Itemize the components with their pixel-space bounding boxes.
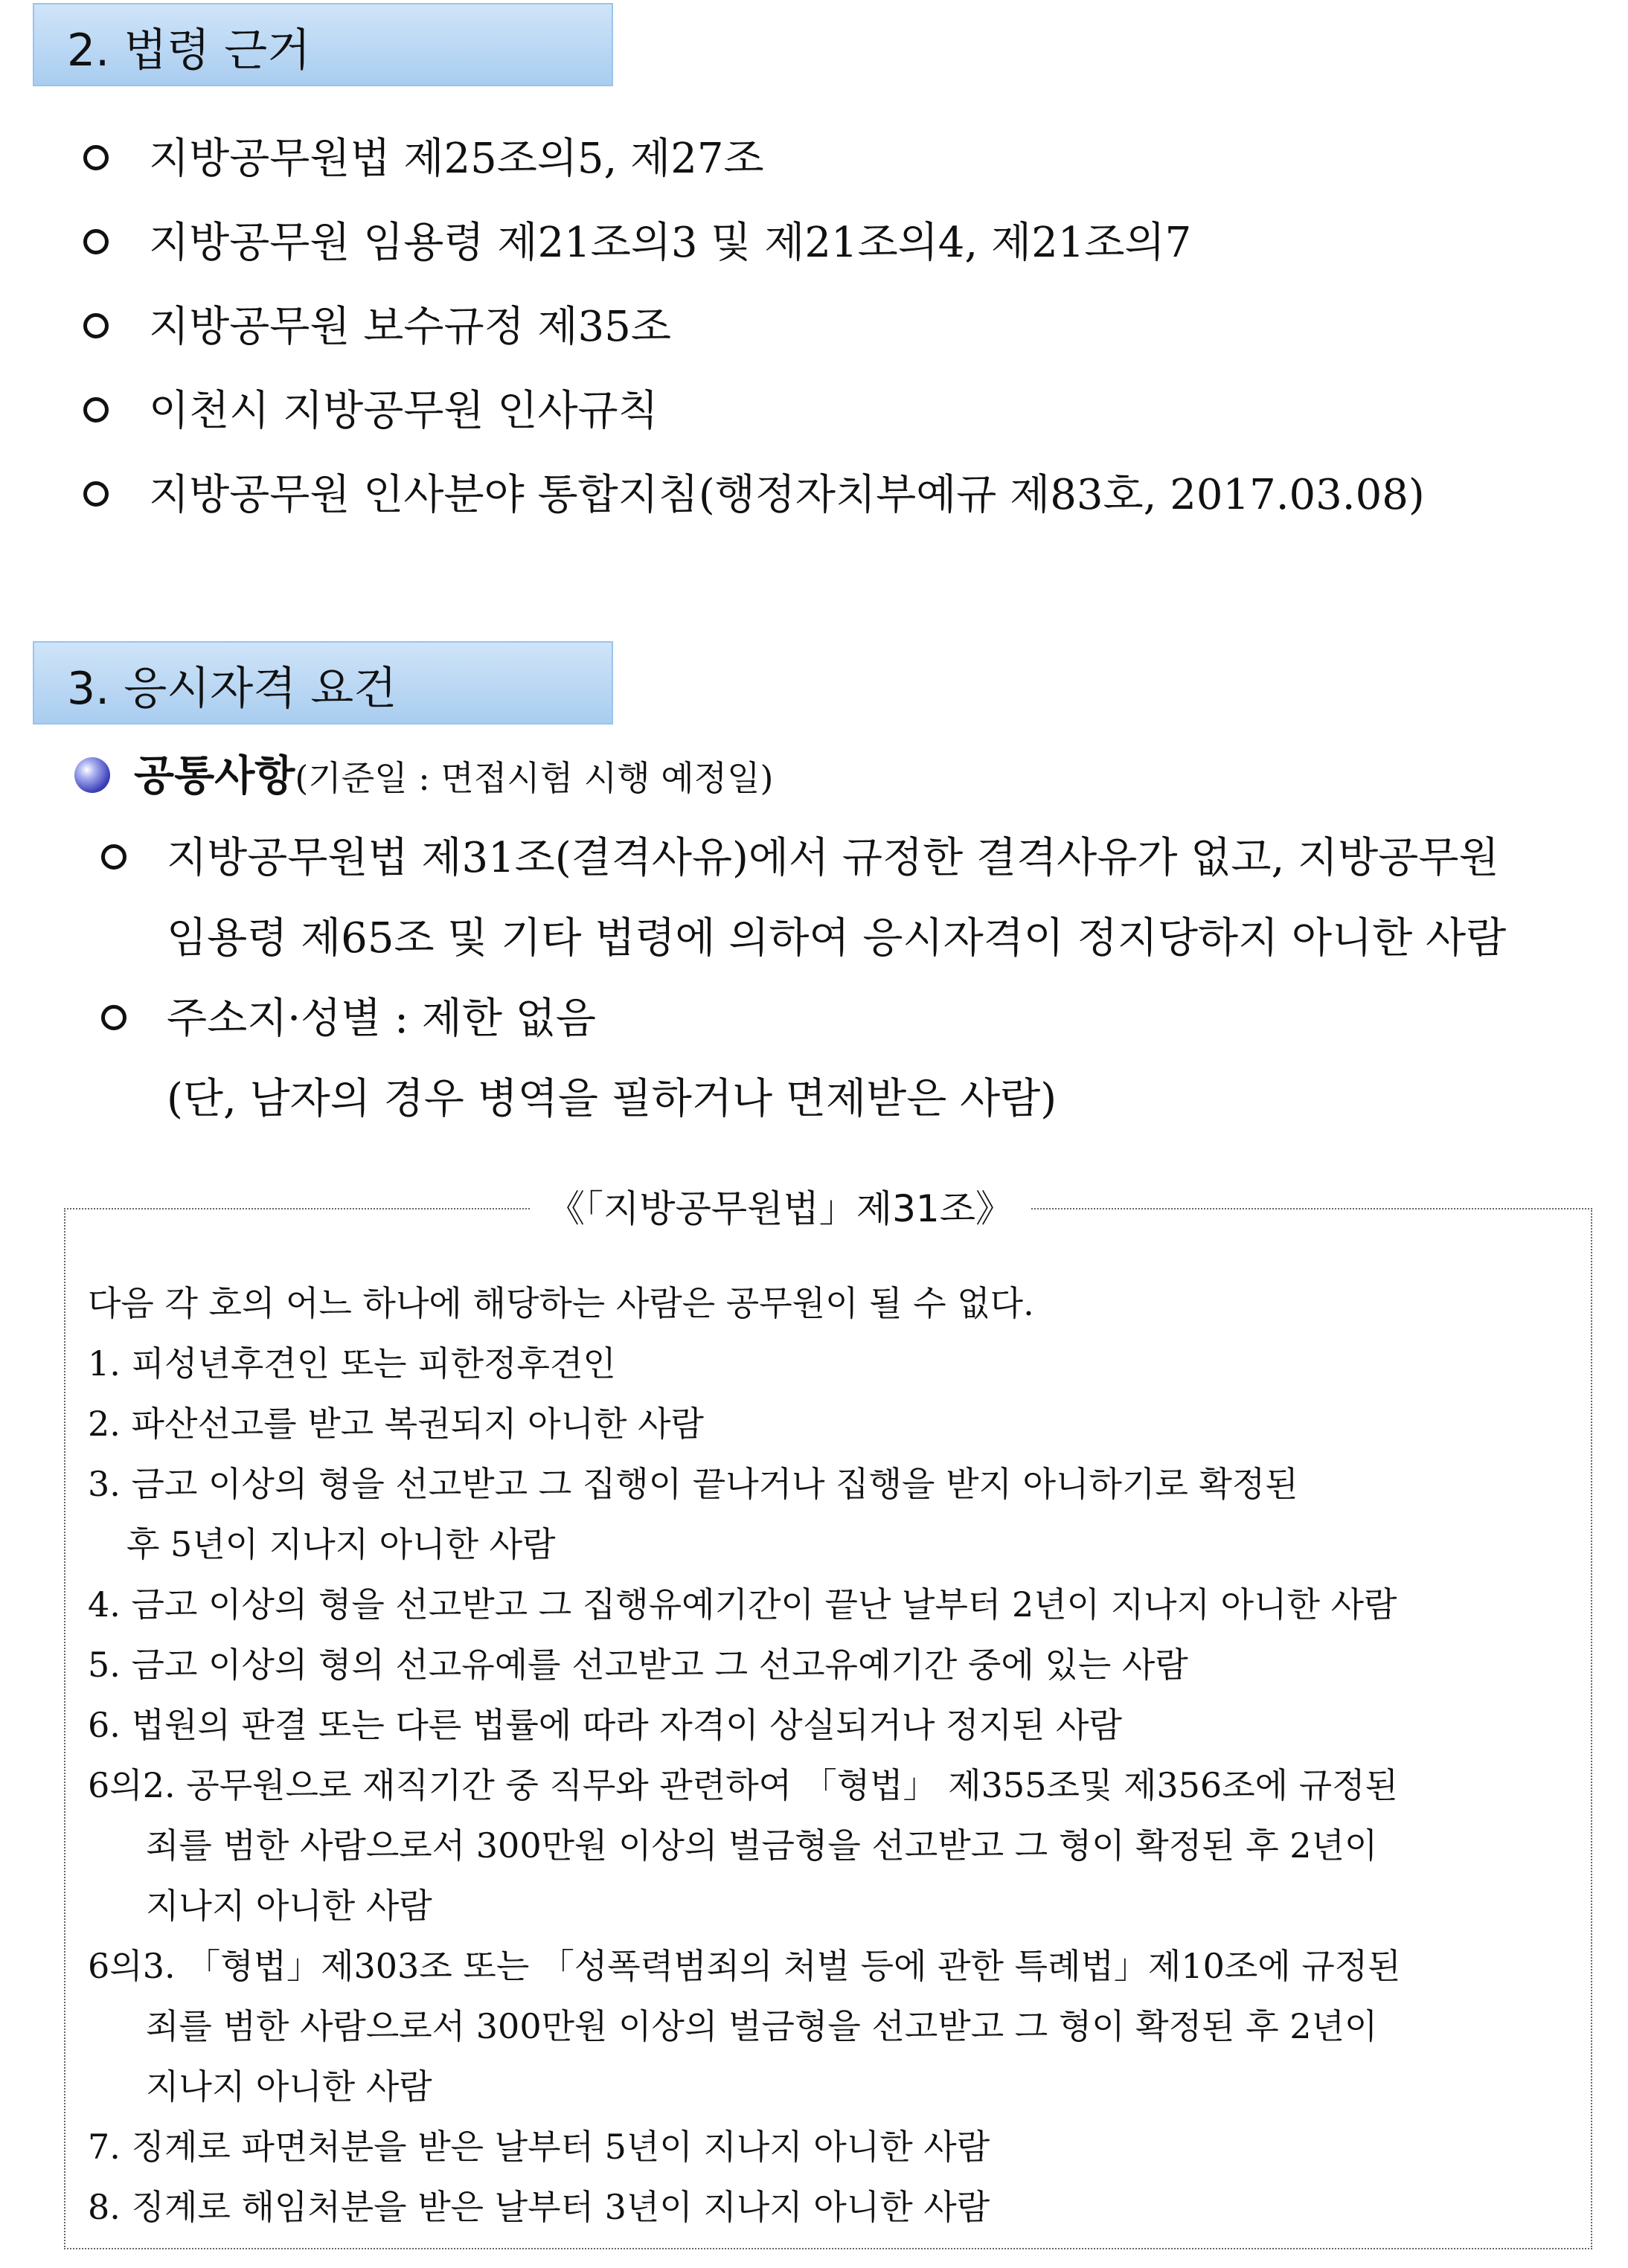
law-clause-line: 2. 파산선고를 받고 복권되지 아니한 사람 (88, 1404, 704, 1444)
law-clause-line: 지나지 아니한 사람 (146, 2066, 432, 2107)
circle-bullet-icon (83, 313, 109, 338)
legal-basis-text: 지방공무원 인사분야 통합지침(행정자치부예규 제83호, 2017.03.08) (149, 471, 1425, 519)
legal-basis-text: 이천시 지방공무원 인사규칙 (149, 387, 658, 435)
section-2-title: 2. 법령 근거 (67, 25, 311, 77)
law-clause-line: 1. 피성년후견인 또는 피한정후견인 (88, 1343, 616, 1384)
legal-basis-text: 지방공무원법 제25조의5, 제27조 (149, 135, 764, 183)
law-intro: 다음 각 호의 어느 하나에 해당하는 사람은 공무원이 될 수 없다. (88, 1283, 1034, 1323)
section-3-title: 3. 응시자격 요건 (67, 663, 397, 715)
legal-basis-item-4 (83, 382, 658, 441)
circle-bullet-icon (83, 229, 109, 254)
circle-bullet-icon (83, 481, 109, 507)
requirement-item-2-line-1 (101, 989, 596, 1049)
law-clause-line: 죄를 범한 사람으로서 300만원 이상의 벌금형을 선고받고 그 형이 확정된 후 2년이 (146, 2006, 1378, 2046)
law-clause-line: 3. 금고 이상의 형을 선고받고 그 집행이 끝나거나 집행을 받지 아니하기로 확정된 (88, 1464, 1298, 1504)
legal-basis-item-2 (83, 213, 1191, 273)
legal-basis-text: 지방공무원 보수규정 제35조 (149, 303, 671, 351)
legal-basis-item-3 (83, 298, 671, 357)
law-clause-line: 6. 법원의 판결 또는 다른 법률에 따라 자격이 상실되거나 정지된 사람 (88, 1705, 1122, 1745)
legal-basis-text: 지방공무원 임용령 제21조의3 및 제21조의4, 제21조의7 (149, 219, 1192, 267)
requirement-text: (단, 남자의 경우 병역을 필하거나 면제받은 사람) (167, 1075, 1057, 1123)
circle-bullet-icon (83, 145, 109, 170)
section-2-header (33, 3, 613, 86)
requirement-item-1-line-2 (167, 909, 1506, 968)
law-clause-line: 후 5년이 지나지 아니한 사람 (126, 1524, 556, 1564)
common-requirements-label: 공통사항 (134, 752, 295, 800)
law-clause-line: 5. 금고 이상의 형의 선고유예를 선고받고 그 선고유예기간 중에 있는 사람 (88, 1645, 1188, 1685)
requirement-item-2-line-2 (167, 1070, 1057, 1129)
law-clause-line: 7. 징계로 파면처분을 받은 날부터 5년이 지나지 아니한 사람 (88, 2127, 990, 2167)
law-excerpt-title: 《「지방공무원법」제31조》 (530, 1183, 1031, 1235)
law-clause-line: 6의3. 「형법」제303조 또는 「성폭력범죄의 처벌 등에 관한 특례법」제10조에 규정된 (88, 1946, 1401, 1986)
law-clause-line: 6의2. 공무원으로 재직기간 중 직무와 관련하여 「형법」 제355조및 제356조에 규정된 (88, 1765, 1398, 1805)
requirement-item-1-line-1 (101, 829, 1499, 888)
requirement-text: 지방공무원법 제31조(결격사유)에서 규정한 결격사유가 없고, 지방공무원 (167, 834, 1499, 882)
common-requirements-note: (기준일 : 면접시험 시행 예정일) (295, 758, 774, 798)
section-3-header (33, 641, 613, 725)
law-clause-line: 8. 징계로 해임처분을 받은 날부터 3년이 지나지 아니한 사람 (88, 2187, 990, 2227)
law-clause-line: 지나지 아니한 사람 (146, 1886, 432, 1926)
circle-bullet-icon (83, 397, 109, 423)
circle-bullet-icon (101, 844, 126, 870)
law-clause-line: 4. 금고 이상의 형을 선고받고 그 집행유예기간이 끝난 날부터 2년이 지나지 아니한 사람 (88, 1584, 1397, 1625)
common-requirements-heading (134, 747, 774, 808)
legal-basis-item-5 (83, 466, 1425, 525)
law-clause-line: 죄를 범한 사람으로서 300만원 이상의 벌금형을 선고받고 그 형이 확정된 후 2년이 (146, 1825, 1378, 1866)
legal-basis-item-1 (83, 129, 764, 189)
requirement-text: 주소지·성별 : 제한 없음 (167, 995, 596, 1043)
requirement-text: 임용령 제65조 및 기타 법령에 의하여 응시자격이 정지당하지 아니한 사람 (167, 914, 1507, 963)
ball-bullet-icon (74, 757, 110, 793)
circle-bullet-icon (101, 1005, 126, 1030)
